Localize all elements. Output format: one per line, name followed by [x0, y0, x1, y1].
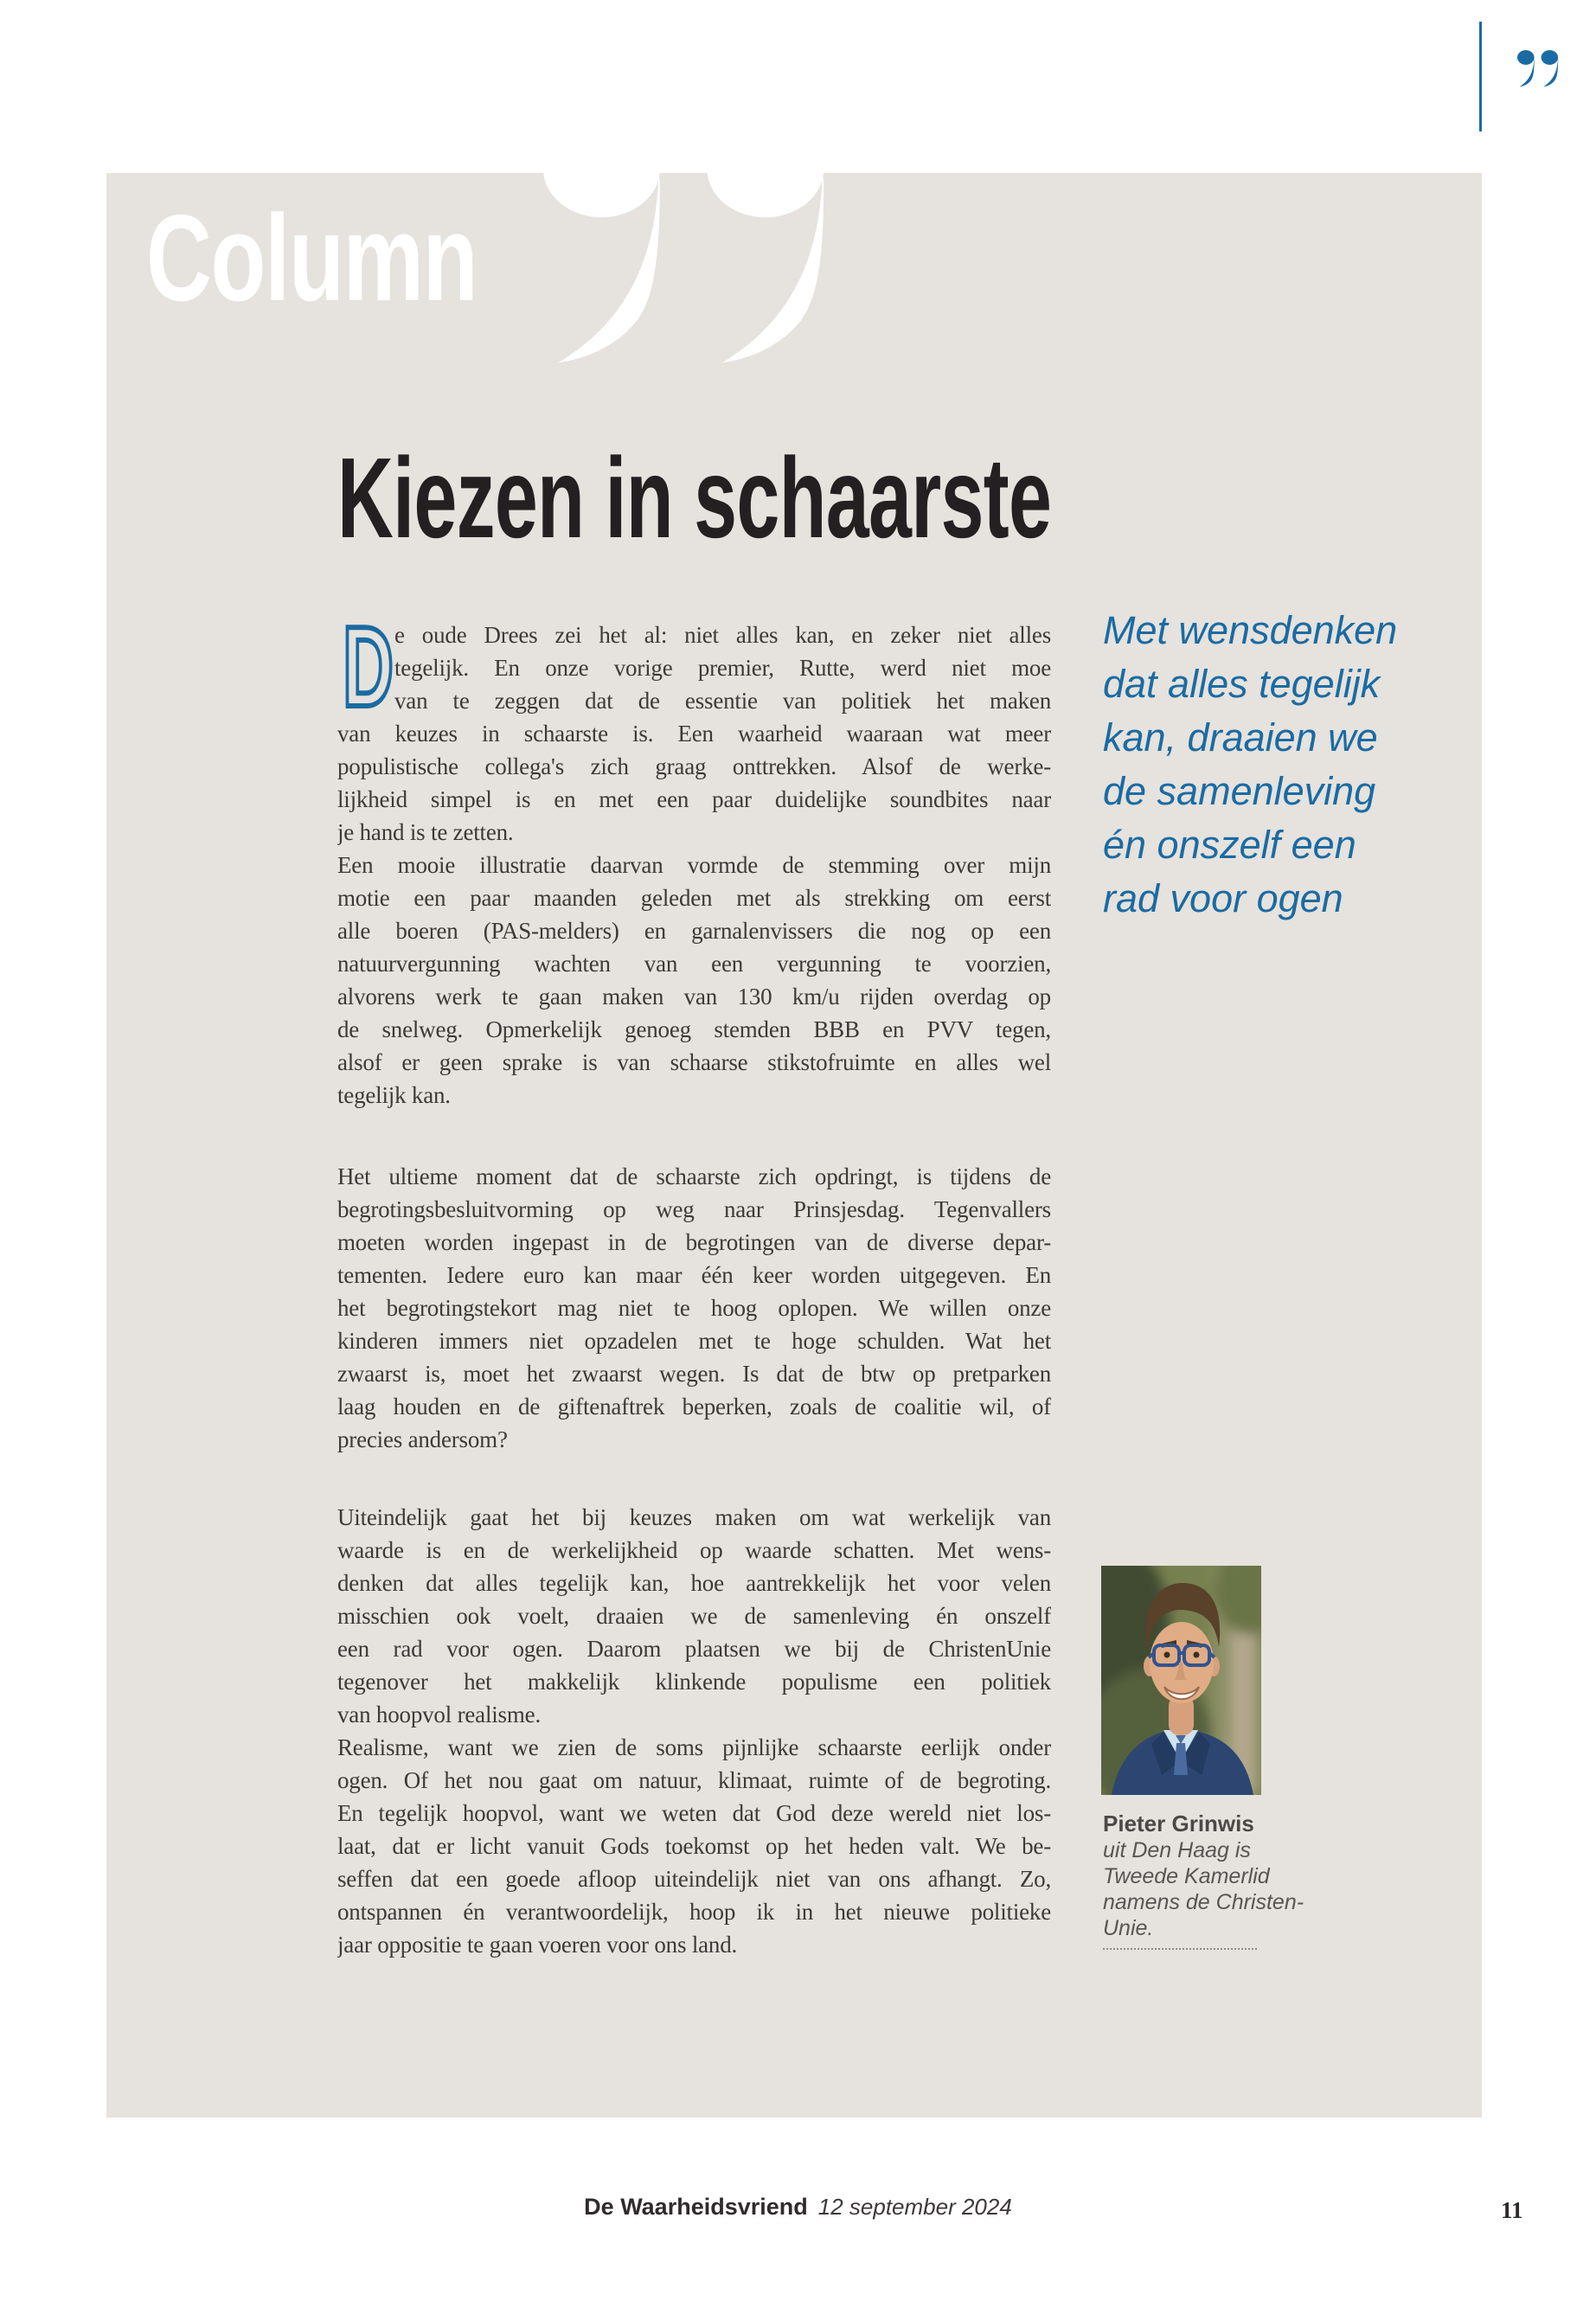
text-line: Unie. — [1103, 1916, 1154, 1940]
text-line: natuurvergunning wachten van een vergunning te voorzien, — [337, 951, 1051, 977]
column-panel — [106, 173, 1482, 2118]
text-line: kan, draaien we — [1103, 715, 1378, 760]
text-line: de snelweg. Opmerkelijk genoeg stemden BBB en PVV tegen, — [337, 1016, 1051, 1042]
text-line: namens de Christen- — [1103, 1890, 1304, 1914]
paragraph-2 — [337, 1160, 1051, 1456]
top-accent-line — [1479, 22, 1482, 131]
text-line: begrotingsbesluitvorming op weg naar Prinsjesdag. Tegenvallers — [337, 1196, 1051, 1222]
author-caption — [1103, 1810, 1304, 1950]
text-line: ontspannen én verantwoordelijk, hoop ik in het nieuwe politieke — [337, 1899, 1051, 1925]
author-name: Pieter Grinwis — [1103, 1811, 1254, 1836]
text-line: laat, dat er licht vanuit Gods toekomst op het heden valt. We be- — [337, 1833, 1051, 1859]
paragraph-3 — [337, 1501, 1051, 1961]
text-line: alsof er geen sprake is van schaarse stikstofruimte en alles wel — [337, 1049, 1051, 1075]
text-line: van hoopvol realisme. — [337, 1702, 541, 1727]
issue-date: 12 september 2024 — [817, 2194, 1012, 2220]
text-line: misschien ook voelt, draaien we de samenleving én onszelf — [337, 1603, 1051, 1629]
text-line: Uiteindelijk gaat het bij keuzes maken om wat werkelijk van — [337, 1504, 1051, 1530]
text-line: Een mooie illustratie daarvan vormde de stemming over mijn — [337, 852, 1051, 878]
text-line: uit Den Haag is — [1103, 1838, 1251, 1862]
text-line: kinderen immers niet opzadelen met te hoge schulden. Wat het — [337, 1328, 1051, 1354]
caption-divider — [1103, 1948, 1257, 1950]
author-bio — [1103, 1837, 1304, 1941]
text-line: het begrotingstekort mag niet te hoog oplopen. We willen onze — [337, 1295, 1051, 1321]
magazine-name: De Waarheidsvriend — [584, 2194, 808, 2220]
text-line: waarde is en de werkelijkheid op waarde schatten. Met wens- — [337, 1537, 1051, 1563]
article-body — [337, 619, 1051, 1961]
svg-text:D: D — [343, 622, 394, 714]
text-line: motie een paar maanden geleden met als strekking om eerst — [337, 885, 1051, 911]
page-number: 11 — [1501, 2197, 1523, 2223]
text-line: alle boeren (PAS-melders) en garnalenvissers die nog op een — [337, 918, 1051, 944]
paragraph-1 — [337, 619, 1051, 1112]
section-label: Column — [146, 189, 478, 327]
text-line: seffen dat een goede afloop uiteindelijk niet van ons afhangt. Zo, — [337, 1866, 1051, 1892]
quote-icon-small — [1517, 50, 1559, 88]
text-line: precies andersom? — [337, 1426, 508, 1452]
text-line: jaar oppositie te gaan voeren voor ons land. — [337, 1932, 738, 1958]
text-line: Het ultieme moment dat de schaarste zich opdringt, is tijdens de — [337, 1163, 1051, 1189]
text-line: lijkheid simpel is en met een paar duidelijke soundbites naar — [337, 786, 1051, 812]
text-line: de samenleving — [1103, 769, 1376, 813]
text-line: ogen. Of het nou gaat om natuur, klimaat, ruimte of de begroting. — [337, 1767, 1051, 1793]
text-line: je hand is te zetten. — [337, 819, 514, 845]
text-line: Realisme, want we zien de soms pijnlijke schaarste eerlijk onder — [337, 1734, 1051, 1760]
text-line: populistische collega's zich graag onttrekken. Alsof de werke- — [337, 753, 1051, 779]
text-line: én onszelf een — [1103, 823, 1356, 867]
text-line: dat alles tegelijk — [1103, 662, 1381, 706]
text-line: Tweede Kamerlid — [1103, 1864, 1270, 1888]
text-line: tegenover het makkelijk klinkende populisme een politiek — [337, 1669, 1051, 1695]
text-line: zwaarst is, moet het zwaarst wegen. Is dat de btw op pretparken — [337, 1361, 1051, 1387]
text-line: denken dat alles tegelijk kan, hoe aantrekkelijk het voor velen — [337, 1570, 1051, 1596]
article-title: Kiezen in schaarste — [337, 434, 1052, 561]
page-footer — [0, 2194, 1596, 2221]
pull-quote — [1103, 604, 1484, 926]
text-line: rad voor ogen — [1103, 876, 1343, 920]
text-line: een rad voor ogen. Daarom plaatsen we bij de ChristenUnie — [337, 1636, 1051, 1662]
text-line: alvorens werk te gaan maken van 130 km/u rijden overdag op — [337, 984, 1051, 1009]
text-line: En tegelijk hoopvol, want we weten dat God deze wereld niet los- — [337, 1800, 1051, 1826]
text-line: e oude Drees zei het al: niet alles kan, en zeker niet alles — [394, 622, 1051, 648]
text-line: laag houden en de giftenaftrek beperken, zoals de coalitie wil, of — [337, 1394, 1051, 1420]
text-line: Met wensdenken — [1103, 608, 1398, 652]
text-line: tegelijk kan. — [337, 1082, 451, 1108]
author-photo — [1101, 1566, 1261, 1795]
quote-icon-large — [543, 121, 829, 372]
text-line: tementen. Iedere euro kan maar één keer worden uitgegeven. En — [337, 1262, 1051, 1288]
text-line: moeten worden ingepast in de begrotingen van de diverse depar- — [337, 1229, 1051, 1255]
text-line: van te zeggen dat de essentie van politiek het maken — [394, 688, 1051, 714]
text-line: van keuzes in schaarste is. Een waarheid waaraan wat meer — [337, 721, 1051, 747]
text-line: tegelijk. En onze vorige premier, Rutte, werd niet moe — [394, 655, 1051, 681]
